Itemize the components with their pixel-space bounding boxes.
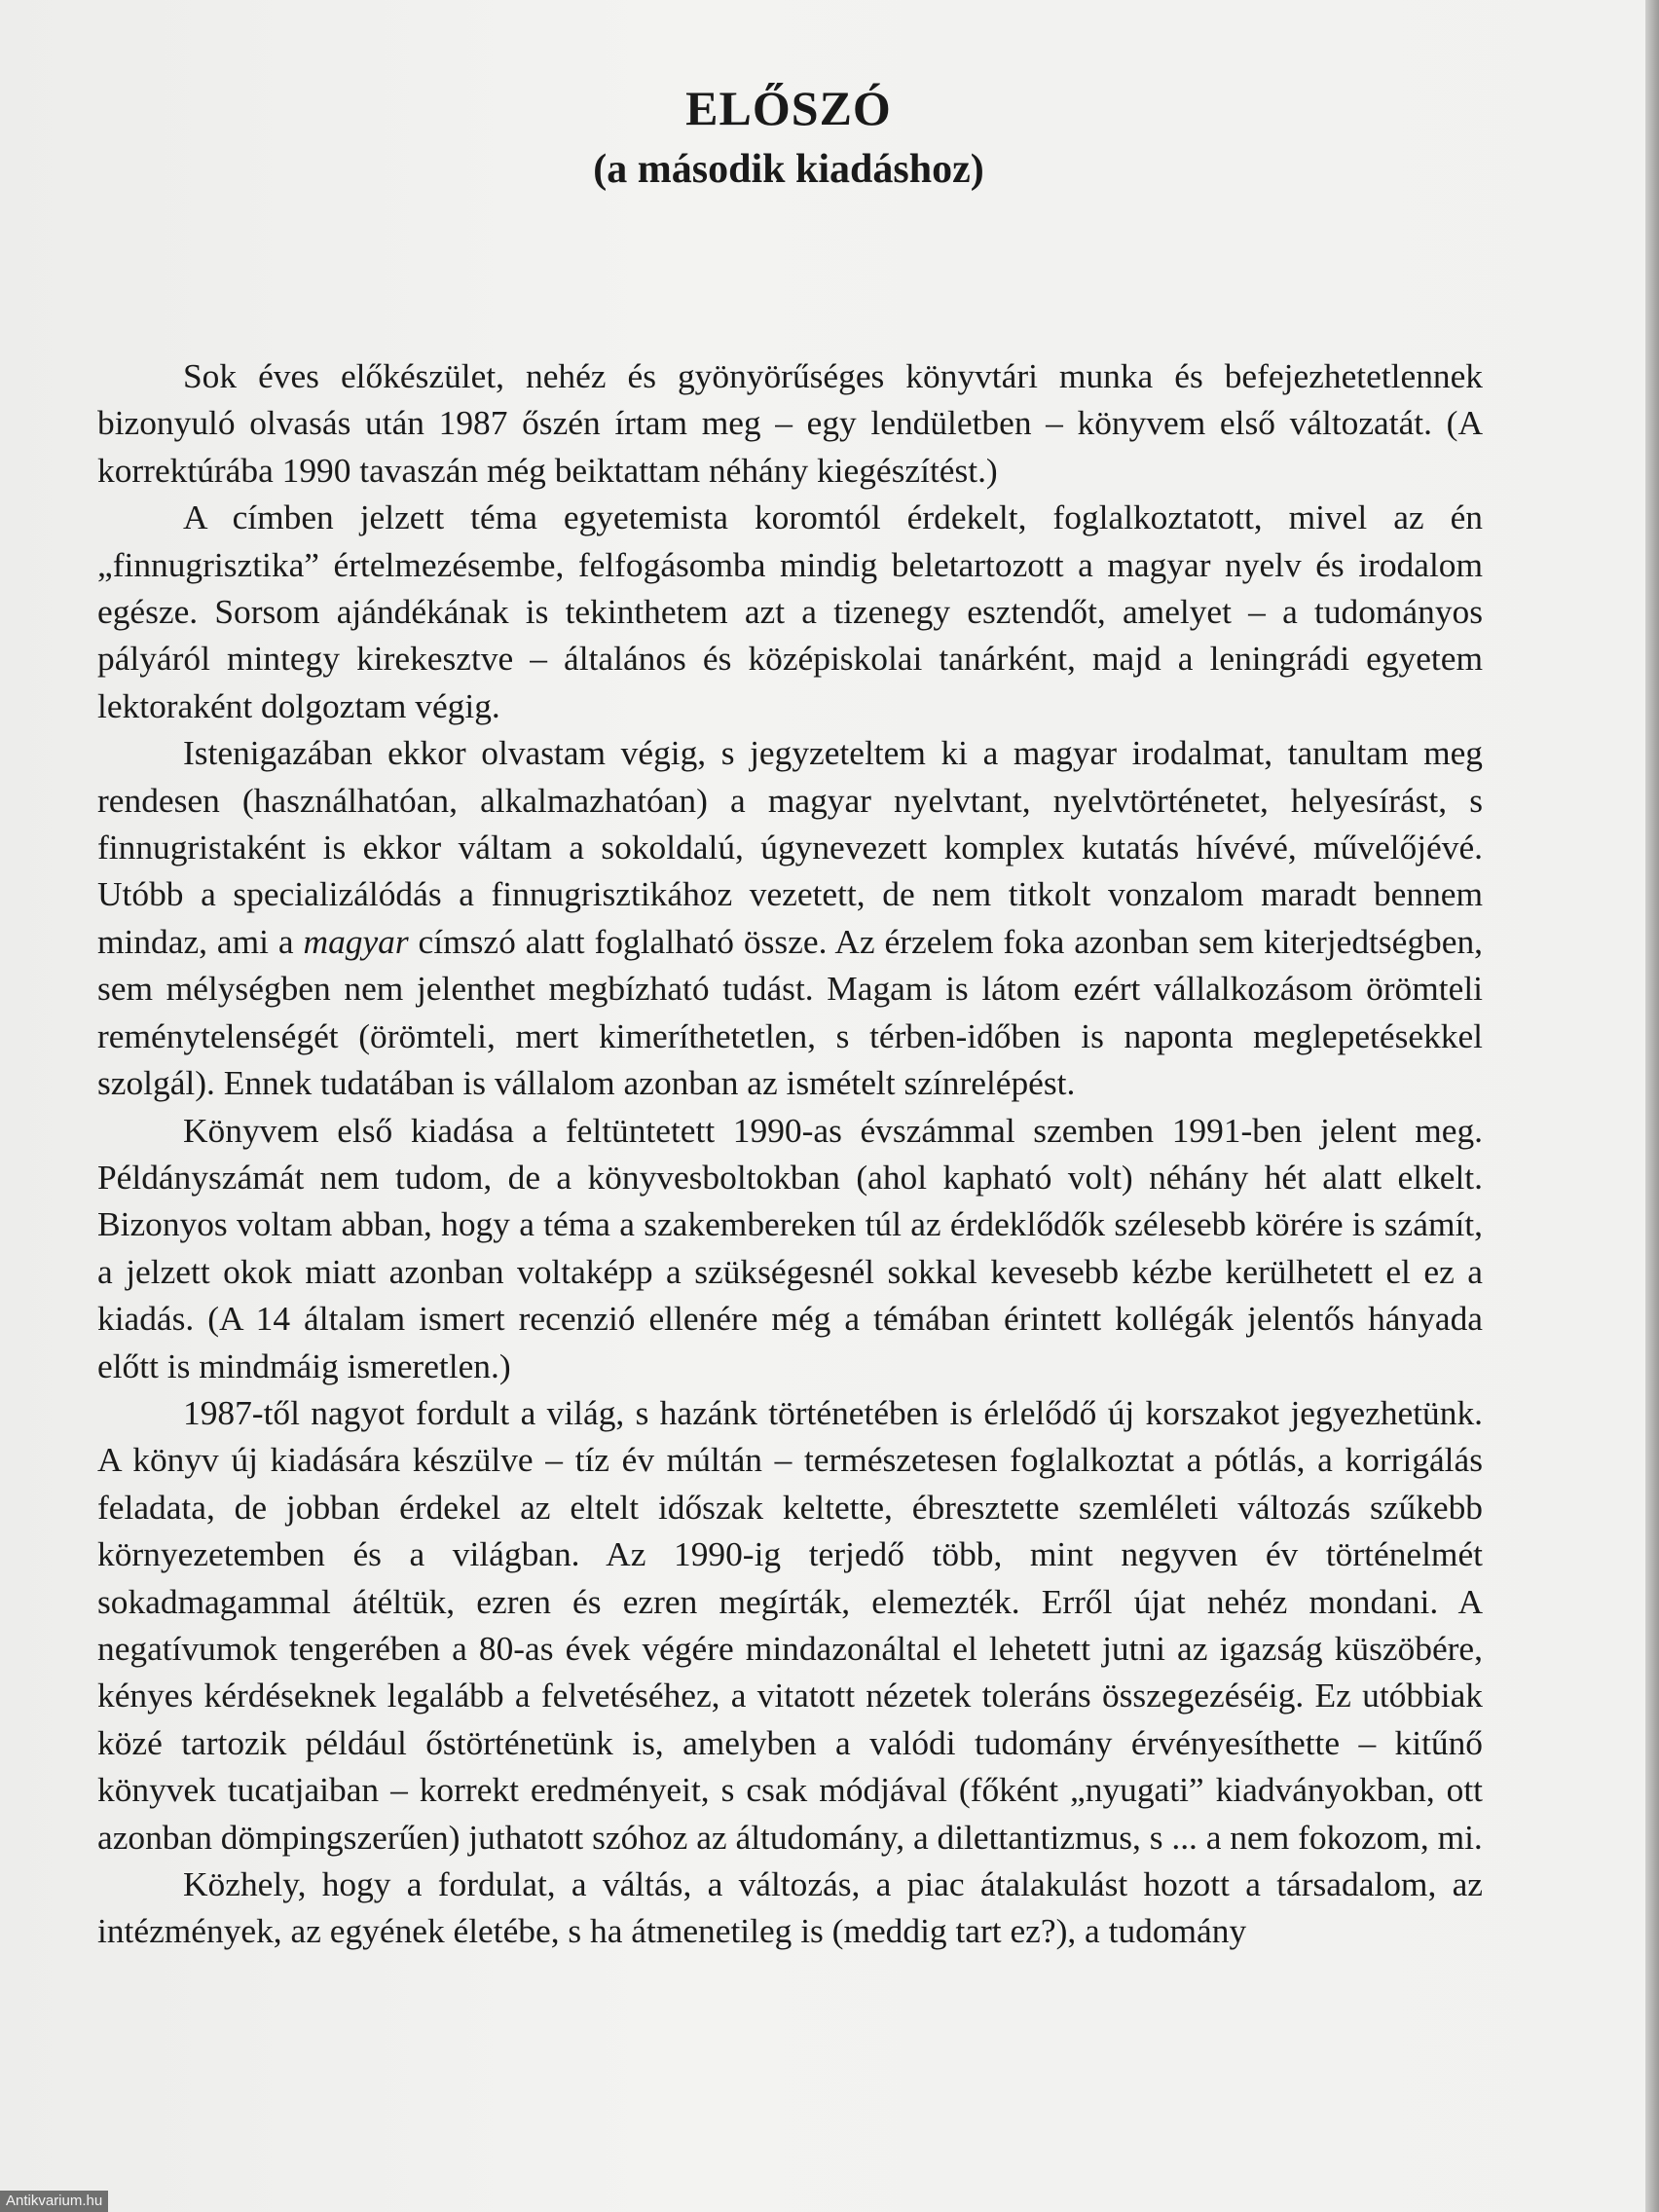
page-subtitle: (a második kiadáshoz) — [593, 147, 984, 192]
paragraph-3-text-start: Istenigazában ekkor olvastam végig, s jegyzeteltem ki a magyar irodalmat, tanultam meg rendesen (használhatóan, alkalmazhatóan) a magyar nyelvtant, nyelvtörténetet, helyesírást, s finnugristaként is ekkor váltam a sokoldalú, úgynevezett komplex kutatás hívévé, művelőjévé. Utóbb a specializálódás a finnugrisztikához vezetett, de nem titkolt vonzalom maradt bennem mindaz, ami a — [97, 733, 1483, 961]
paragraph-1: Sok éves előkészület, nehéz és gyönyörűséges könyvtári munka és befejezhetetlennek bizonyuló olvasás után 1987 őszén írtam meg – egy lendületben – könyvem első változatát. (A korrektúrába 1990 tavaszán még beiktattam néhány kiegészítést.) — [97, 356, 1483, 490]
page-edge-shadow — [1645, 0, 1659, 2212]
paragraph-2: A címben jelzett téma egyetemista koromtól érdekelt, foglalkoztatott, mivel az én „finnugrisztika” értelmezésembe, felfogásomba mindig beletartozott a magyar nyelv és irodalom egésze. Sorsom ajándékának is tekinthetem azt a tizenegy esztendőt, amelyet – a tudományos pályáról mintegy kirekesztve – általános és középiskolai tanárként, majd a leningrádi egyetem lektoraként dolgoztam végig. — [97, 498, 1483, 725]
watermark: Antikvarium.hu — [0, 2191, 108, 2212]
body-text — [97, 352, 1483, 1955]
paragraph-4: Könyvem első kiadása a feltüntetett 1990-as évszámmal szemben 1991-ben jelent meg. Példányszámát nem tudom, de a könyvesboltokban (ahol kapható volt) néhány hét alatt elkelt. Bizonyos voltam abban, hogy a téma a szakembereken túl az érdeklődők szélesebb körére is számít, a jelzett okok miatt azonban voltaképp a szükségesnél sokkal kevesebb kézbe kerülhetett el ez a kiadás. (A 14 általam ismert recenzió ellenére még a témában érintett kollégák jelentős hányada előtt is mindmáig ismeretlen.) — [97, 1110, 1483, 1385]
paragraph-6: Közhely, hogy a fordulat, a váltás, a változás, a piac átalakulást hozott a társadalom, az intézmények, az egyének életébe, s ha átmenetileg is (meddig tart ez?), a tudomány — [97, 1864, 1483, 1951]
paragraph-3 — [97, 729, 1483, 1106]
page-title: ELŐSZÓ — [685, 81, 892, 135]
paragraph-5: 1987-től nagyot fordult a világ, s hazánk történetében is érlelődő új korszakot jegyezhetünk. A könyv új kiadására készülve – tíz év múltán – természetesen foglalkoztat a pótlás, a korrigálás feladata, de jobban érdekel az eltelt időszak keltette, ébresztette szemléleti változás szűkebb környezetemben és a világban. Az 1990-ig terjedő több, mint negyven év történelmét sokadmagammal átéltük, ezren és ezren megírták, elemezték. Erről újat nehéz mondani. A negatívumok tengerében a 80-as évek végére mindazonáltal el lehetett jutni az igazság küszöbére, kényes kérdéseknek legalább a felvetéséhez, a vitatott nézetek toleráns összegezéséig. Ez utóbbiak közé tartozik például őstörténetünk is, amelyben a valódi tudomány érvényesíthette – kitűnő könyvek tucatjaiban – korrekt eredményeit, s csak módjával (főként „nyugati” kiadványokban, ott azonban dömpingszerűen) juthatott szóhoz az áltudomány, a dilettantizmus, s ... a nem fokozom, mi. — [97, 1392, 1483, 1857]
italic-term-magyar: magyar — [303, 921, 409, 961]
paragraph-3-text-end: címszó alatt foglalható össze. Az érzelem foka azonban sem kiterjedtségben, sem mélységben nem jelenthet megbízható tudást. Magam is látom ezért vállalkozásom örömteli reménytelenségét (örömteli, mert kimeríthetetlen, s térben-időben is naponta meglepetésekkel szolgál). Ennek tudatában is vállalom azonban az ismételt színrelépést. — [97, 921, 1483, 1103]
